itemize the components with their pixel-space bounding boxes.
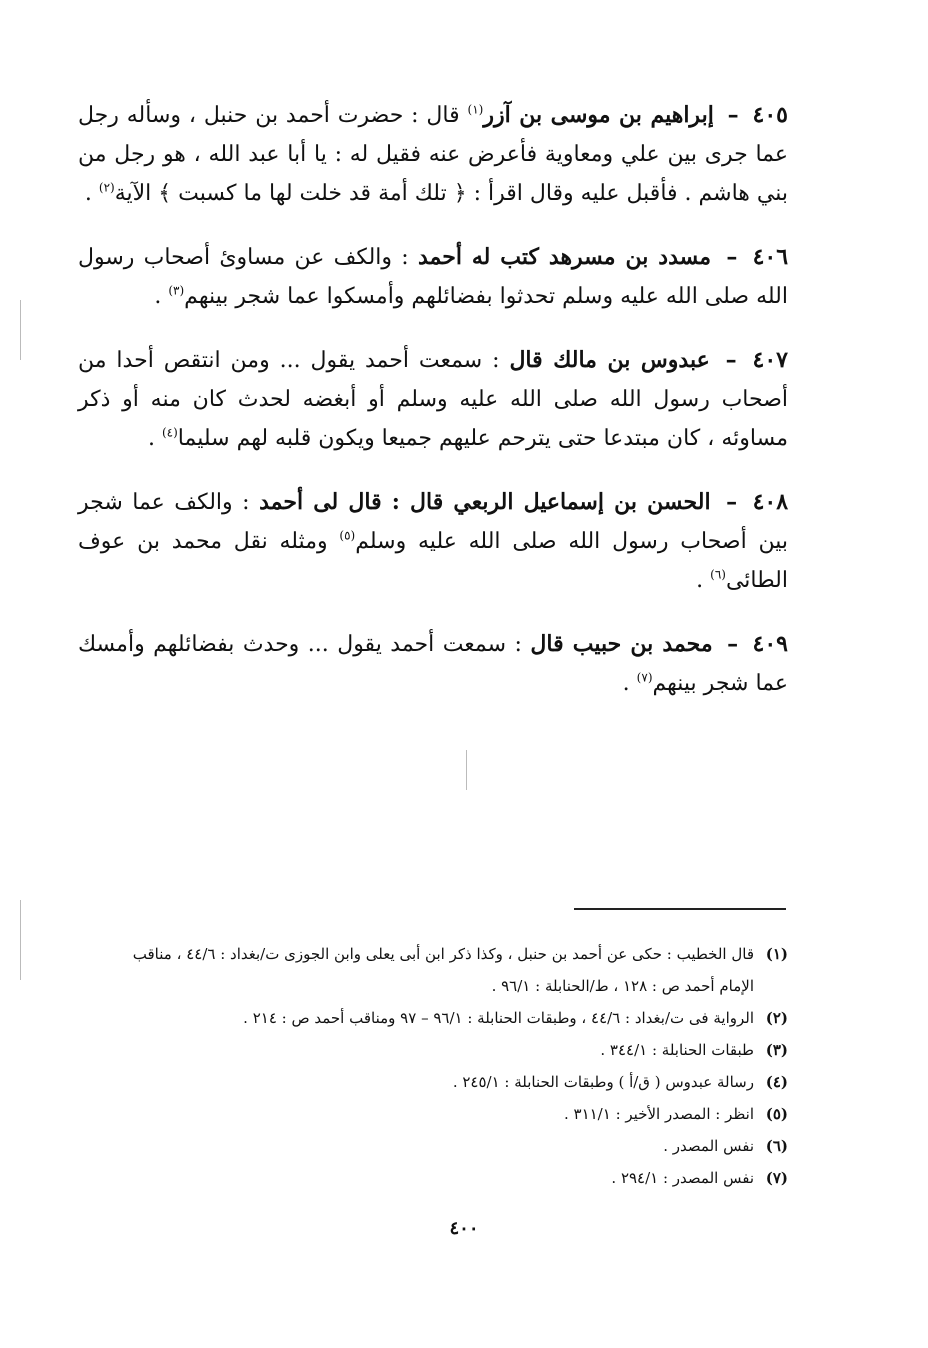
- narrator-name: عبدوس بن مالك قال: [509, 347, 710, 373]
- footnote-number: (٥): [765, 1105, 788, 1123]
- footnote-ref[interactable]: (٣): [168, 283, 185, 298]
- page-number: ٤٠٠: [449, 1218, 479, 1239]
- footnote-number: (١): [765, 945, 788, 963]
- entry-text: : والكف عما شجر بين أصحاب رسول الله صلى الله عليه وسلم: [78, 490, 788, 554]
- footnote: [96, 1130, 788, 1162]
- narrator-name: إبراهيم بن موسى بن آزر: [483, 102, 714, 128]
- entry-number: ٤٠٧: [752, 347, 788, 373]
- entry-409: [78, 625, 788, 703]
- entry-number: ٤٠٥: [752, 102, 788, 128]
- entry-text: : والكف عن مساوئ أصحاب رسول الله صلى الله عليه وسلم تحدثوا بفضائلهم وأمسكوا عما شجر بينهم: [78, 245, 788, 309]
- entry-405: [78, 96, 788, 213]
- entry-dash: –: [725, 347, 737, 373]
- main-text: [78, 96, 788, 728]
- footnote-text: نفس المصدر .: [663, 1137, 754, 1155]
- entry-text: : سمعت أحمد يقول ... وحدث بفضائلهم وأمسك عما شجر بينهم: [78, 632, 788, 696]
- footnote-text: قال الخطيب : حكى عن أحمد بن حنبل ، وكذا ذكر ابن أبى يعلى وابن الجوزى ت/بغداد : ٤٤/٦ ، مناقب الإمام أحمد ص : ١٢٨ ، ط/الحنابلة : ٩٦/١ .: [132, 945, 754, 995]
- footnote-number: (٧): [765, 1169, 788, 1187]
- footnote-text: طبقات الحنابلة : ٣٤٤/١ .: [600, 1041, 754, 1059]
- footnote-text: رسالة عبدوس ( ق/أ ) وطبقات الحنابلة : ٢٤٥/١ .: [452, 1073, 754, 1091]
- entry-406: [78, 238, 788, 316]
- entry-408: [78, 483, 788, 600]
- footnote-text: نفس المصدر : ٢٩٤/١ .: [611, 1169, 754, 1187]
- footnote-ref[interactable]: (٦): [710, 567, 726, 582]
- entry-end: .: [622, 671, 637, 696]
- narrator-name: مسدد بن مسرهد كتب له أحمد: [417, 244, 712, 270]
- footnote-number: (٦): [765, 1137, 788, 1155]
- footnote-text: الرواية فى ت/بغداد : ٤٤/٦ ، وطبقات الحنابلة : ٩٦/١ – ٩٧ ومناقب أحمد ص : ٢١٤ .: [243, 1009, 754, 1027]
- footnote-number: (٣): [765, 1041, 788, 1059]
- footnote-ref[interactable]: (٧): [636, 670, 653, 685]
- entry-text: : سمعت أحمد يقول ... ومن انتقص أحدا من أصحاب رسول الله صلى الله عليه وسلم أو أبغضه لحدث كان منه أو ذكر مساوئه ، كان مبتدعا حتى يترحم عليهم جميعا ويكون قلبه لهم سليما: [78, 348, 788, 451]
- footnote-ref[interactable]: (١): [467, 102, 484, 117]
- scan-speckle: [20, 900, 21, 980]
- footnote-text: انظر : المصدر الأخير : ٣١١/١ .: [563, 1105, 754, 1123]
- entry-end: .: [147, 426, 162, 451]
- entry-dash: –: [726, 244, 738, 270]
- entry-dash: –: [726, 489, 738, 515]
- entry-text: قال : حضرت أحمد بن حنبل ، وسأله رجل عما جرى بين علي ومعاوية فأعرض عنه فقيل له : يا أبا عبد الله ، هو رجل من بني هاشم . فأقبل عليه وقال اقرأ : ﴿ تلك أمة قد خلت لها ما كسبت ﴾ الآية: [78, 103, 788, 206]
- entry-end: .: [154, 284, 169, 309]
- scan-speckle: [20, 300, 21, 360]
- entry-end: .: [696, 568, 711, 593]
- entry-number: ٤٠٦: [752, 244, 789, 270]
- footnote-separator: [574, 908, 786, 910]
- entry-number: ٤٠٨: [752, 489, 789, 515]
- footnote: [96, 1098, 788, 1130]
- entry-407: [78, 341, 788, 458]
- entry-dash: –: [727, 631, 739, 657]
- footnote: [96, 1162, 788, 1194]
- entry-number: ٤٠٩: [752, 631, 788, 657]
- narrator-name: محمد بن حبيب قال: [530, 631, 713, 657]
- entry-end: .: [84, 181, 99, 206]
- footnote: [96, 938, 788, 1002]
- footnote-ref[interactable]: (٥): [339, 528, 356, 543]
- footnote: [96, 1034, 788, 1066]
- footnote: [96, 1066, 788, 1098]
- footnote-ref[interactable]: (٤): [161, 425, 178, 440]
- footnote-number: (٢): [765, 1009, 788, 1027]
- entry-text-b: ومثله نقل محمد بن عوف الطائى: [78, 529, 788, 593]
- footnotes: [96, 938, 788, 1194]
- footnote-ref[interactable]: (٢): [98, 180, 115, 195]
- footnote-number: (٤): [765, 1073, 788, 1091]
- scan-speckle: [466, 750, 467, 790]
- narrator-name: الحسن بن إسماعيل الربعي قال : قال لى أحمد: [259, 489, 711, 515]
- footnote: [96, 1002, 788, 1034]
- entry-dash: –: [727, 102, 739, 128]
